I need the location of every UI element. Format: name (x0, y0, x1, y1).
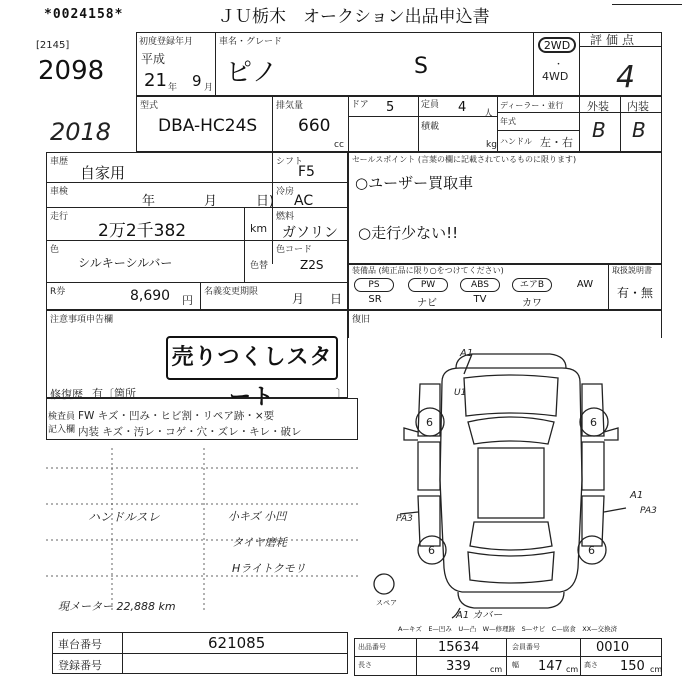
mileage-label: 走行 (50, 212, 69, 222)
model-name: ピノ (226, 58, 278, 88)
interior-label: 内装 (627, 100, 649, 113)
exterior-grade: B (592, 118, 606, 142)
shift-label: シフト (276, 157, 304, 167)
height-label: 高さ (584, 661, 598, 669)
evaluation-label: 評価点 (590, 33, 639, 47)
drive-dot: ・ (554, 60, 564, 70)
note-tire-wear: タイヤ磨耗 (232, 536, 287, 549)
car-diagram-icon (360, 340, 662, 622)
selling-point-2: ○走行少ない!! (358, 224, 459, 242)
selling-point-1: ○ユーザー買取車 (355, 174, 474, 192)
usage-label: 車歴 (50, 157, 69, 167)
mark-u-left: U1 (454, 388, 467, 398)
width-cm: cm (566, 665, 579, 674)
cc-unit: cc (334, 140, 344, 150)
repair-close: 〕 (336, 387, 347, 400)
seats-label: 定員 (421, 100, 440, 110)
inspector-label-1: 検査員 (48, 412, 76, 422)
dealer-label: ディーラー・並行 (500, 101, 564, 110)
equip-sr: SR (368, 294, 382, 305)
aircon-label: 冷房 (276, 187, 295, 197)
color-code-value: Z2S (300, 258, 324, 272)
color-code-label: 色コード (276, 245, 313, 255)
mileage-value: 2万2千382 (98, 221, 187, 241)
selling-points-label: セールスポイント (言葉の欄に記載されているものに限ります) (352, 155, 577, 164)
lot-code: [2145] (36, 40, 70, 51)
name-change-month: 月 (292, 292, 305, 306)
equip-aw: AW (576, 279, 594, 290)
exhibit-number: 15634 (438, 640, 480, 655)
lot-number: 2098 (38, 56, 105, 86)
height: 150 (620, 659, 645, 674)
seats: 4 (458, 100, 467, 115)
name-change-day: 日 (330, 292, 343, 306)
color-label: 色 (50, 245, 60, 255)
width-label: 幅 (512, 661, 519, 669)
exterior-label: 外装 (587, 100, 609, 113)
equip-ps: PS (354, 278, 394, 292)
length-cm: cm (490, 665, 503, 674)
inspector-line-2: 内装 キズ・汚レ・コゲ・穴・ズレ・キレ・破レ (78, 426, 302, 438)
width: 147 (538, 659, 563, 674)
notes-area (46, 440, 358, 612)
length-label: 長さ (358, 661, 372, 669)
manual-value: 有・無 (617, 286, 654, 300)
equip-leather: カワ (522, 298, 542, 309)
model-label: 車名・グレード (219, 37, 283, 47)
svg-text:6: 6 (590, 416, 597, 429)
drive-4wd: 4WD (542, 70, 569, 83)
equip-abs: ABS (460, 278, 500, 292)
inspection-day: 日) (256, 194, 275, 209)
restoration-label: 復旧 (352, 315, 371, 325)
load-label: 積載 (421, 122, 440, 132)
usage-value: 自家用 (80, 164, 126, 182)
evaluation-score: 4 (616, 60, 636, 95)
exhibit-number-label: 出品番号 (358, 643, 386, 651)
aircon-value: AC (294, 193, 314, 209)
equip-tv: TV (473, 294, 487, 305)
mileage-unit: km (250, 222, 268, 235)
registration-number-label: 登録番号 (58, 659, 102, 672)
month-suffix: 月 (204, 83, 214, 93)
repair-value: 有〔箇所 (92, 387, 136, 400)
model-year-label: 年式 (500, 117, 516, 126)
inspection-month: 月 (204, 194, 218, 209)
model-type: DBA-HC24S (158, 116, 258, 136)
mark-a1-front: A1 (460, 348, 474, 359)
name-change-label: 名義変更期限 (204, 287, 259, 297)
color-swatch-label: 色替 (250, 261, 269, 271)
fuel-value: ガソリン (282, 225, 338, 241)
equip-pw: PW (408, 278, 448, 292)
chassis-number: 621085 (208, 634, 266, 652)
drive-2wd: 2WD (538, 37, 576, 53)
displacement-label: 排気量 (276, 101, 304, 111)
notes-lines (46, 440, 358, 612)
member-number: 0010 (596, 640, 630, 655)
note-small-scratch: 小キズ 小凹 (228, 510, 287, 523)
mark-rear: A1 カバー (456, 610, 503, 621)
note-handle-scuff: ハンドルスレ (88, 510, 160, 524)
odometer-note: 現メーター 22,888 km (58, 600, 176, 613)
mark-pa-right: PA3 (640, 506, 657, 516)
equipment-label: 装備品 (純正品に限り○をつけてください) (352, 266, 504, 275)
notice-label: 注意事項申告欄 (50, 315, 114, 325)
svg-text:6: 6 (588, 544, 595, 557)
inspection-label: 車検 (50, 187, 69, 197)
fuel-label: 燃料 (276, 212, 295, 222)
year-suffix: 年 (168, 83, 178, 93)
car-diagram (360, 340, 662, 622)
doors-label: ドア (351, 100, 369, 110)
svg-text:6: 6 (428, 544, 435, 557)
inspector-line-1: FW キズ・凹み・ヒビ割・リペア跡・×要 (78, 410, 275, 422)
era: 平成 (141, 52, 166, 66)
repair-label: 修復歴 (50, 388, 83, 401)
note-headlight-haze: Hライトクモリ (232, 562, 306, 575)
sale-start-stamp: 売りつくしスタート (166, 336, 338, 380)
seats-unit: 人 (484, 109, 494, 119)
handle-label: ハンドル (500, 137, 532, 146)
handle-value: 左・右 (540, 136, 573, 149)
recycle-label: R券 (50, 287, 66, 297)
recycle-unit: 円 (182, 294, 193, 307)
reg-month: 9 (192, 72, 202, 90)
chassis-label: 車台番号 (58, 638, 102, 651)
inspector-label-2: 記入欄 (48, 425, 76, 435)
registration-label: 初度登録年月 (139, 37, 194, 47)
form-title: ＪＵ栃木 オークション出品申込書 (218, 7, 490, 27)
barcode-serial: *0024158* (44, 7, 124, 22)
svg-text:6: 6 (426, 416, 433, 429)
length: 339 (446, 659, 471, 674)
inspection-year: 年 (142, 194, 156, 209)
recycle-value: 8,690 (130, 288, 171, 304)
doors: 5 (386, 100, 395, 115)
kg-unit: kg (486, 140, 497, 150)
spare-label: スペア (376, 599, 397, 607)
model-grade: S (414, 54, 428, 79)
mark-pa-left: PA3 (396, 514, 413, 524)
interior-grade: B (632, 118, 646, 142)
color-value: シルキーシルバー (78, 256, 173, 270)
shift-value: F5 (298, 164, 315, 180)
height-cm: cm (650, 665, 663, 674)
manual-label: 取扱説明書 (612, 266, 652, 275)
mark-a1-right: A1 (630, 490, 644, 501)
type-label: 型式 (140, 101, 159, 111)
damage-legend: A—キズ E—凹み U—凸 W—修理跡 S—サビ C—腐食 XX—交換済 (398, 625, 618, 633)
displacement: 660 (298, 116, 331, 136)
reg-year: 21 (144, 70, 167, 91)
handwritten-2018: 2018 (50, 118, 112, 146)
equip-navi: ナビ (417, 298, 437, 309)
member-number-label: 会員番号 (512, 643, 540, 651)
equip-airbag: エアB (512, 278, 552, 292)
